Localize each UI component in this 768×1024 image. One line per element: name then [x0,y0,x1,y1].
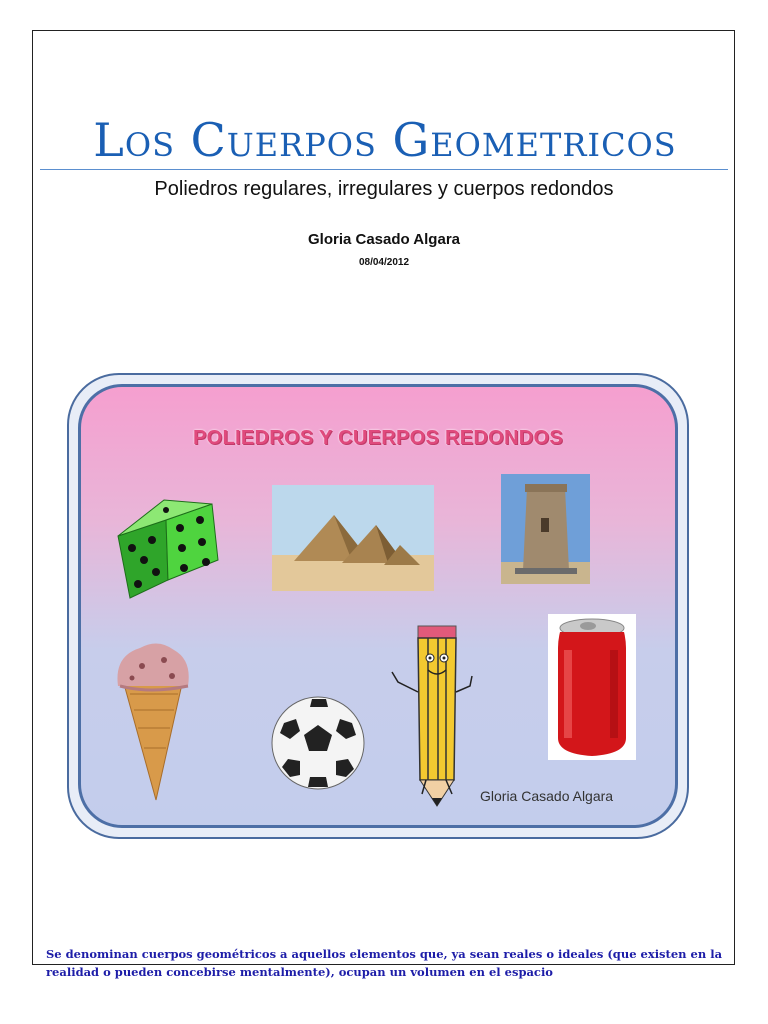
pyramids-image [272,485,434,591]
pencil-character-image [382,620,478,810]
soda-can-image [548,614,636,760]
document-subtitle: Poliedros regulares, irregulares y cuerpos redondos [154,178,614,200]
ice-cream-cone-image [110,638,196,804]
title-underline [40,169,728,170]
document-date: 08/04/2012 [358,257,410,268]
poster-author: Gloria Casado Algara [480,788,614,804]
tower-image [501,474,590,584]
dice-image [108,498,230,606]
soccer-ball-image [270,695,366,791]
document-title: Los Cuerpos Geometricos [93,113,677,167]
poster-title: POLIEDROS Y CUERPOS REDONDOS [193,427,563,449]
footer-text: Se denominan cuerpos geométricos a aquellos elementos que, ya sean reales o ideales (que existen en la realidad o pueden concebirse mentalmente), ocupan un volumen en el espacio [46,947,723,979]
document-author: Gloria Casado Algara [308,231,460,248]
